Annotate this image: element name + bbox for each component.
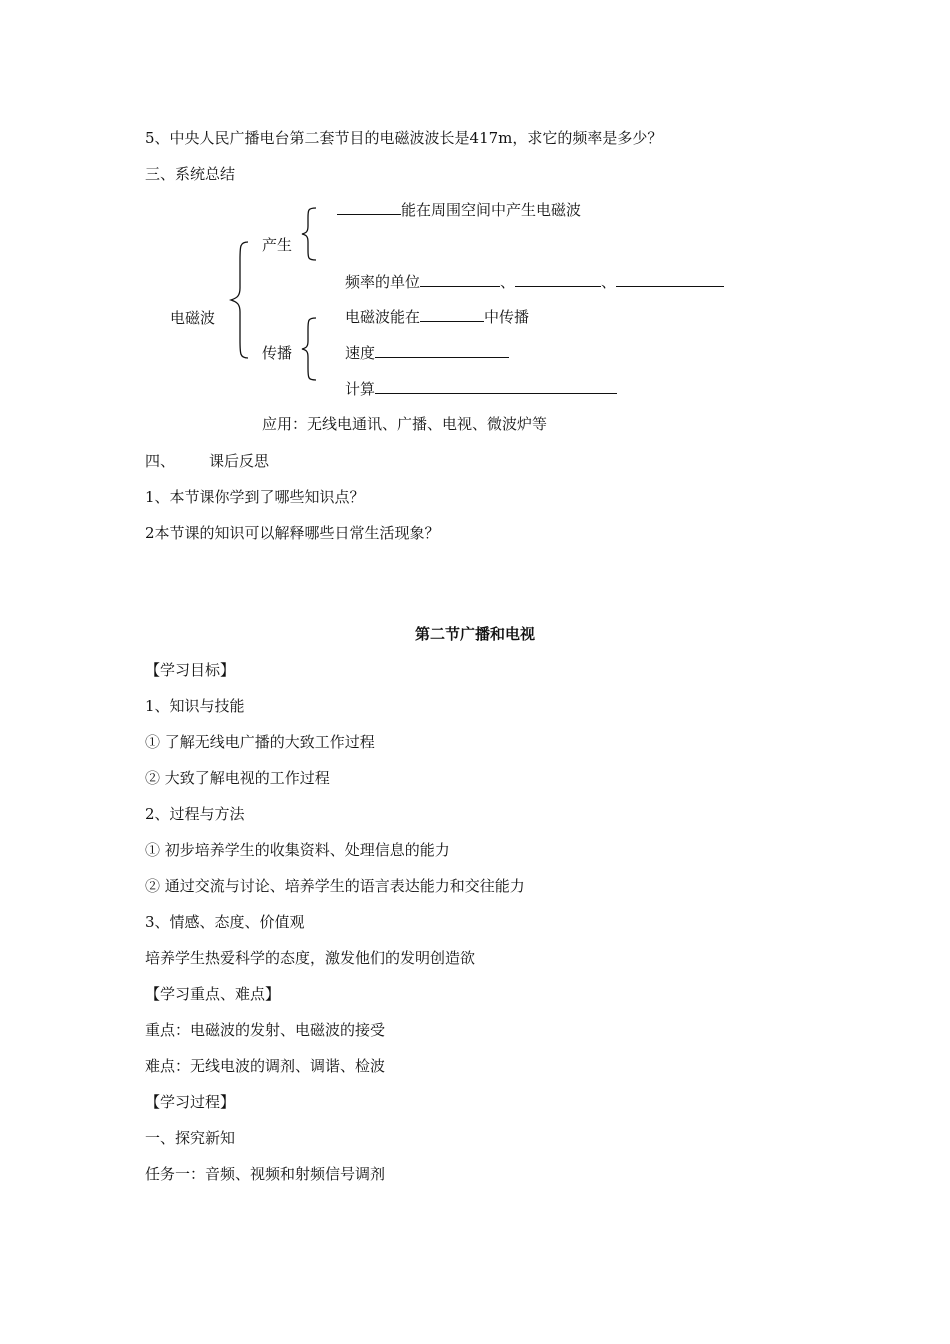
reflection-q1: 1、本节课你学到了哪些知识点？ — [145, 488, 365, 506]
lesson-2-title: 第二节广播和电视 — [414, 625, 535, 643]
explore-heading: 一、探究新知 — [145, 1129, 236, 1147]
goal-1: 1、知识与技能 — [145, 697, 245, 715]
task-1: 任务一：音频、视频和射频信号调剂 — [145, 1165, 386, 1183]
process-header: 【学习过程】 — [145, 1093, 236, 1111]
spread-label: 传播 — [262, 344, 293, 362]
section-4-heading: 四、 课后反思 — [145, 452, 270, 470]
root-label: 电磁波 — [170, 309, 216, 327]
goal-2a: ① 初步培养学生的收集资料、处理信息的能力 — [145, 841, 450, 859]
blank-medium[interactable] — [420, 307, 484, 322]
application-line: 应用：无线电通讯、广播、电视、微波炉等 — [262, 415, 548, 433]
spread-brace — [300, 316, 322, 382]
frequency-unit-line: 频率的单位 、 、 — [345, 272, 724, 292]
produce-line-1: 能在周围空间中产生电磁波 — [337, 200, 581, 220]
produce-brace — [300, 206, 322, 262]
blank-speed[interactable] — [375, 343, 509, 358]
keypoints-header: 【学习重点、难点】 — [145, 985, 281, 1003]
spread-line-1: 电磁波能在 中传播 — [345, 308, 530, 326]
goal-2: 2、过程与方法 — [145, 805, 245, 823]
goal-3a: 培养学生热爱科学的态度，激发他们的发明创造欲 — [145, 949, 476, 967]
blank-unit-2[interactable] — [515, 272, 601, 287]
key-point: 重点：电磁波的发射、电磁波的接受 — [145, 1021, 386, 1039]
goal-3: 3、情感、态度、价值观 — [145, 913, 305, 931]
produce-label: 产生 — [262, 236, 293, 254]
root-brace — [228, 240, 252, 360]
blank-unit-3[interactable] — [616, 272, 724, 287]
blank-calc[interactable] — [375, 379, 617, 394]
section-3-heading: 三、系统总结 — [145, 165, 236, 183]
blank-source[interactable] — [337, 200, 401, 215]
speed-line: 速度 — [345, 343, 509, 363]
goal-1b: ② 大致了解电视的工作过程 — [145, 769, 330, 787]
blank-unit-1[interactable] — [420, 272, 500, 287]
reflection-q2: 2本节课的知识可以解释哪些日常生活现象？ — [145, 524, 440, 542]
question-5: 5、中央人民广播电台第二套节目的电磁波波长是417m，求它的频率是多少？ — [145, 129, 663, 147]
goals-header: 【学习目标】 — [145, 661, 236, 679]
difficult-point: 难点：无线电波的调剂、调谐、检波 — [145, 1057, 386, 1075]
goal-2b: ② 通过交流与讨论、培养学生的语言表达能力和交往能力 — [145, 877, 525, 895]
goal-1a: ① 了解无线电广播的大致工作过程 — [145, 733, 375, 751]
calc-line: 计算 — [345, 379, 617, 399]
